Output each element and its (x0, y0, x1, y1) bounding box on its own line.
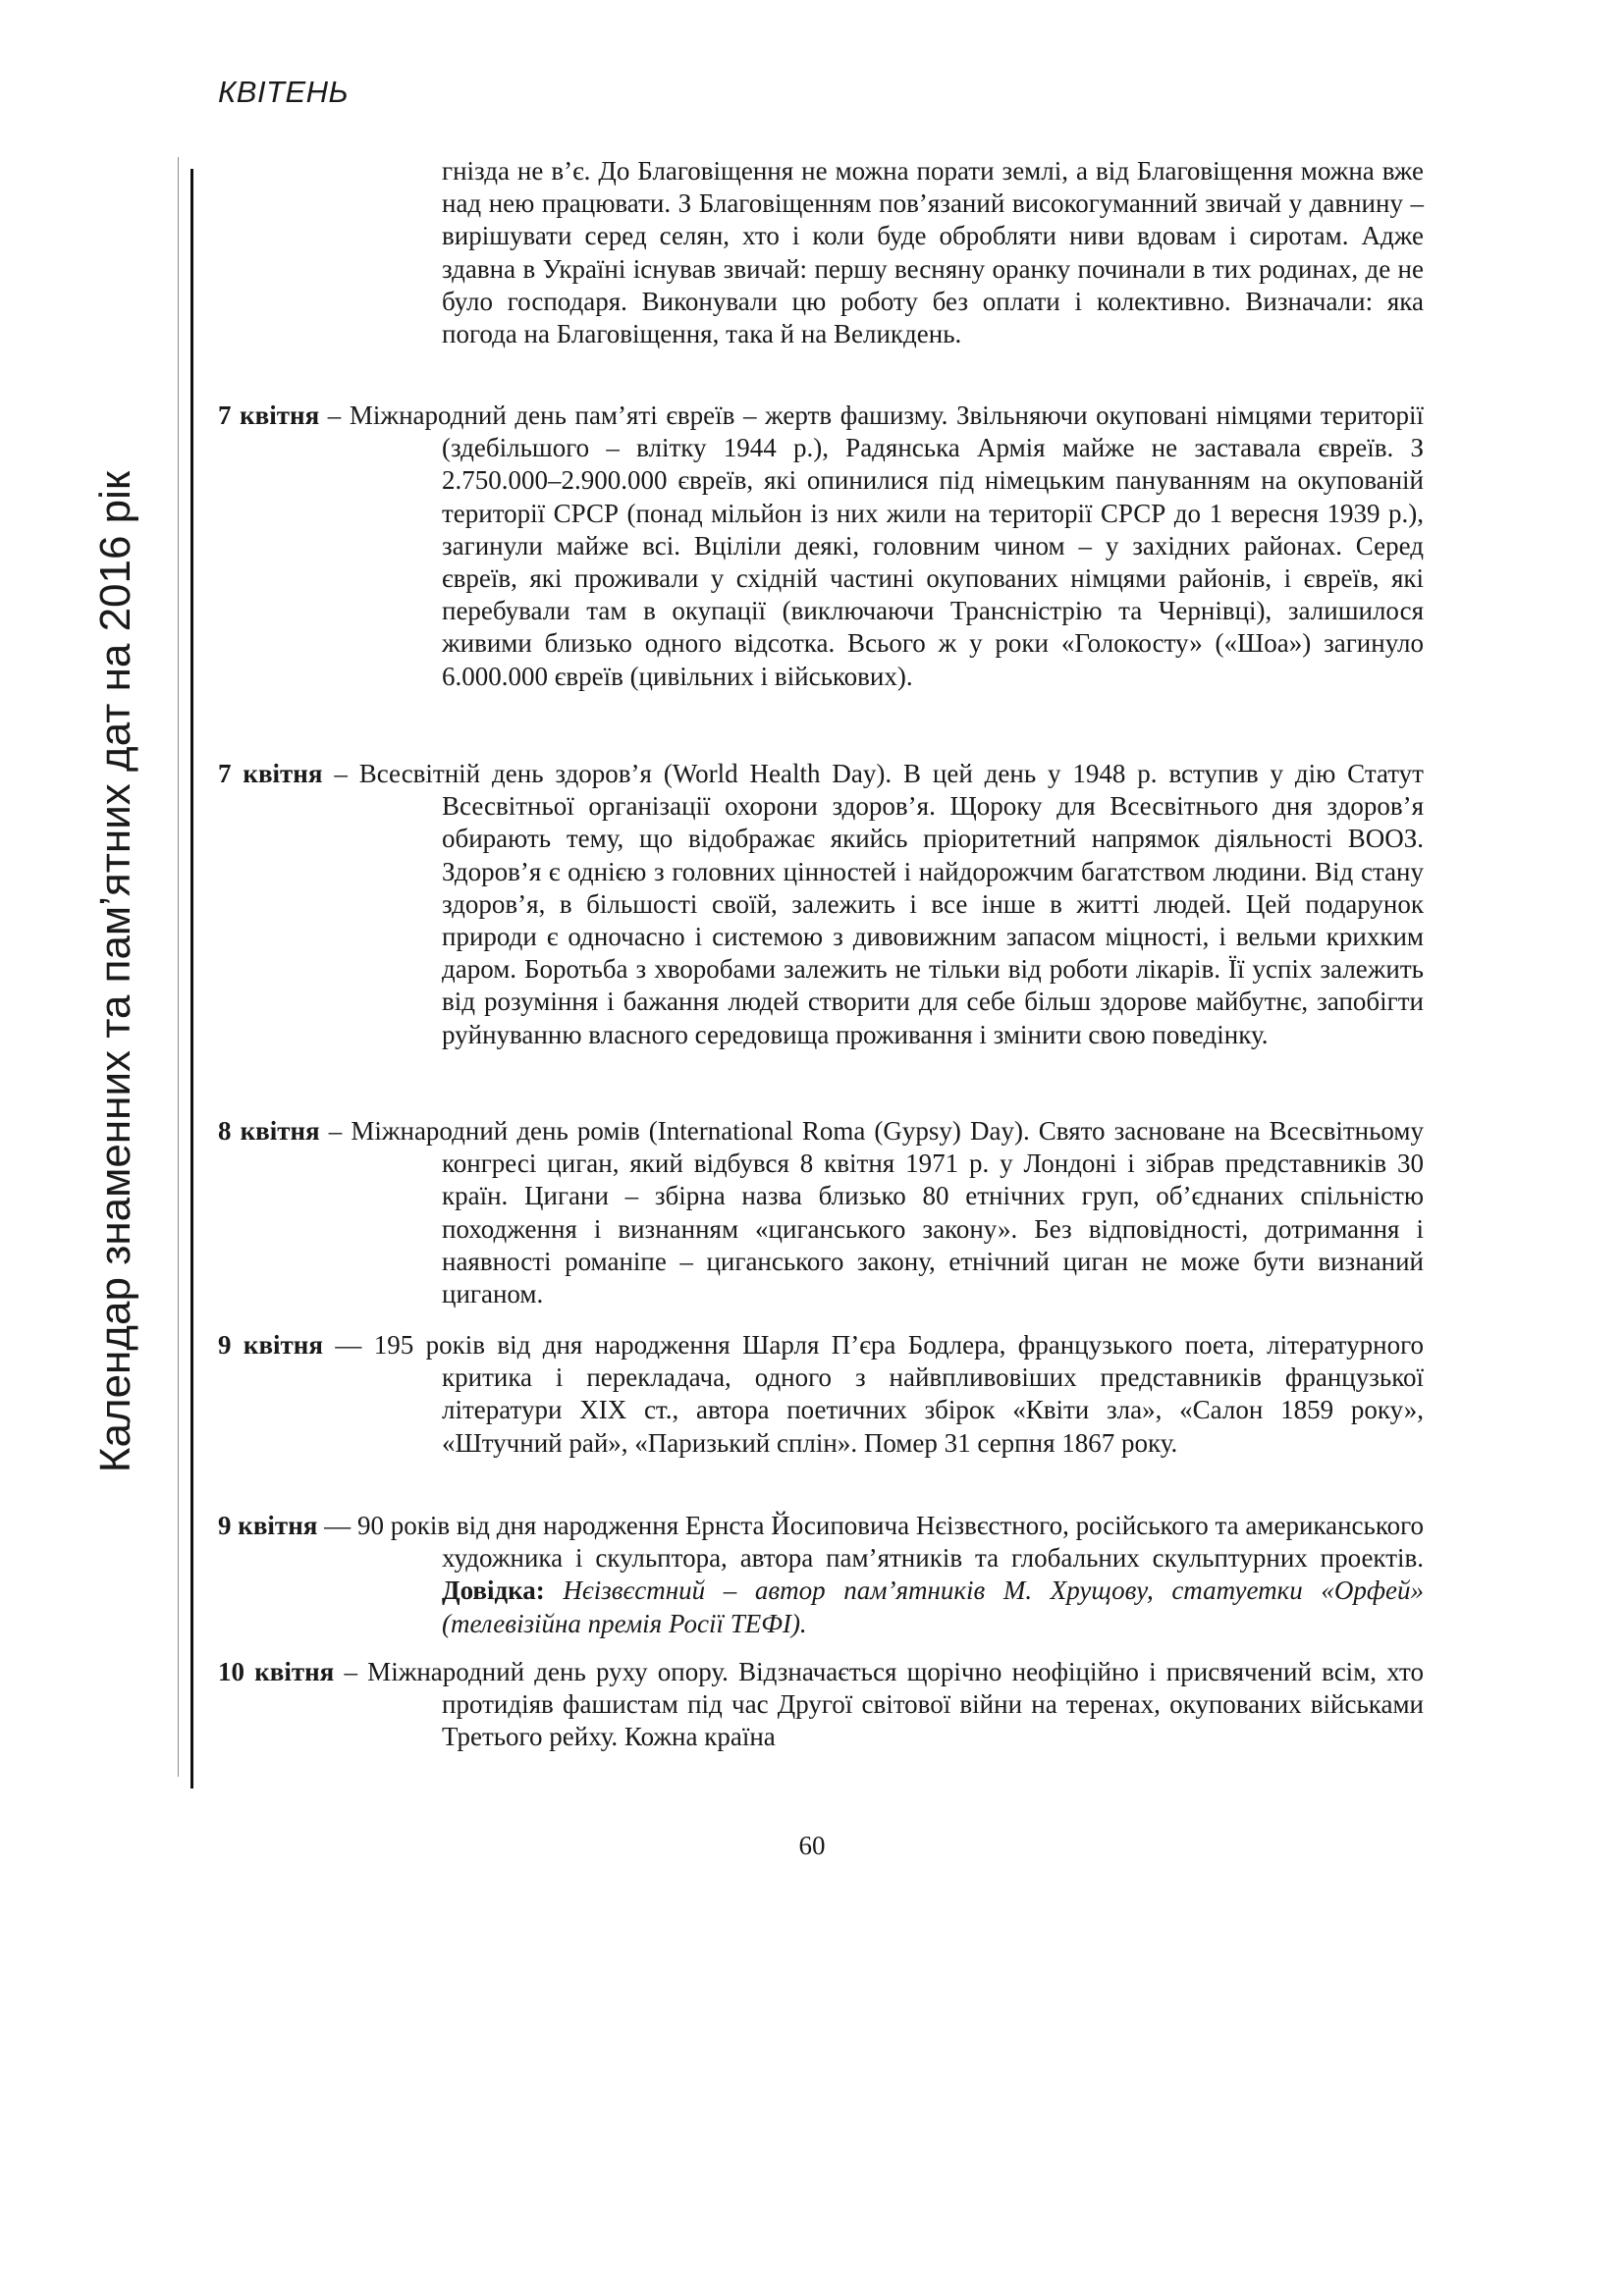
entry-date: 9 квітня (218, 1511, 318, 1540)
entry-date: 10 квітня (218, 1657, 335, 1686)
intro-paragraph: гнізда не в’є. До Благовіщення не можна порати землі, а від Благовіщення можна вже над нею працювати. З Благовіщенням пов’язаний високогуманний звичай у давнину – вирішувати серед селян, хто і коли буде обробляти ниви вдовам і сиротам. Адже здавна в Україні існував звичай: першу весняну оранку починали в тих родинах, де не було господаря. Виконували цю роботу без оплати і колективно. Визначали: яка погода на Благовіщення, така й на Великдень. (442, 156, 1424, 349)
entry-reference-note: Нєізвєстний – автор пам’ятників М. Хрущову, статуетки «Орфей» (телевізійна премія Росії ТЕФІ). (442, 1575, 1424, 1638)
entry-8-april-roma-day (218, 1115, 1424, 1310)
entry-text: – Міжнародний день ромів (International Roma (Gypsy) Day). Свято засноване на Всесвітньому конгресі циган, який відбувся 8 квітня 1971 р. у Лондоні і зібрав представників 30 країн. Цигани – збірна назва близько 80 етнічних груп, об’єднаних спільністю походження і визнанням «циганського закону». Без відповідності, дотримання і наявності романіпе – циганського закону, етнічний циган не може бути визнаний циганом. (319, 1116, 1424, 1309)
entry-text: — 90 років від дня народження Ернста Йосиповича Нєізвєстного, російського та американського художника і скульптора, автора пам’ятників та глобальних скульптурних проектів. (317, 1511, 1424, 1574)
entry-date: 7 квітня (218, 759, 323, 788)
sidebar-vertical-title: Календар знаменних та пам’ятних дат на 2016 рік (91, 470, 139, 1473)
entry-7-april-holocaust (218, 400, 1424, 693)
entry-reference-label: Довідка: (442, 1575, 545, 1606)
entry-9-april-neizvestny (218, 1510, 1424, 1640)
entry-text: – Міжнародний день руху опору. Відзначається щорічно неофіційно і присвячений всім, хто протидіяв фашистам під час Другої світової війни на теренах, окупованих військами Третього рейху. Кожна країна (334, 1657, 1424, 1752)
page-number: 60 (798, 1831, 826, 1860)
entry-text: – Всесвітній день здоров’я (World Health Day). В цей день у 1948 р. вступив у дію Статут Всесвітньої організації охорони здоров’я. Щороку для Всесвітнього дня здоров’я обирають тему, що відображає якийсь пріоритетний напрямок діяльності ВООЗ. Здоров’я є однією з головних цінностей і найдорожчим багатством людини. Від стану здоров’я, в більшості своїй, залежить і все інше в житті людей. Цей подарунок природи є одночасно і системою з дивовижним запасом міцності, і вельми крихким даром. Боротьба з хворобами залежить не тільки від роботи лікарів. Її успіх залежить від розуміння і бажання людей створити для себе більш здорове майбутнє, запобігти руйнуванню власного середовища проживання і змінити свою поведінку. (322, 759, 1424, 1049)
margin-rule-thin (178, 157, 179, 1777)
entry-text: — 195 років від дня народження Шарля П’єра Бодлера, французького поета, літературного критика і перекладача, одного з найвпливовіших представників французької літератури XIX ст., автора поетичних збірок «Квіти зла», «Салон 1859 року», «Штучний рай», «Паризький сплін». Помер 31 серпня 1867 року. (322, 1330, 1424, 1458)
margin-rule-thick (190, 169, 193, 1789)
entry-date: 7 квітня (218, 400, 320, 430)
entry-date: 8 квітня (218, 1116, 320, 1146)
entry-date: 9 квітня (218, 1330, 323, 1360)
entry-9-april-baudelaire (218, 1329, 1424, 1460)
entry-text: – Міжнародний день пам’яті євреїв – жертв фашизму. Звільняючи окуповані німцями території (здебільшого – влітку 1944 р.), Радянська Армія майже не заставала євреїв. З 2.750.000–2.900.000 євреїв, які опинилися під німецьким пануванням на окупованій території СРСР (понад мільйон із них жили на території СРСР до 1 вересня 1939 р.), загинули майже всі. Вціліли деякі, головним чином – у західних районах. Серед євреїв, які проживали у східній частині окупованих німцями районів, і євреїв, які перебували там в окупації (виключаючи Трансністрію та Чернівці), залишилося живими близько одного відсотка. Всього ж у роки «Голокосту» («Шоа») загинуло 6.000.000 євреїв (цивільних і військових). (319, 400, 1425, 691)
entry-10-april-resistance-day (218, 1656, 1424, 1754)
entry-7-april-health-day (218, 758, 1424, 1051)
page-header-month: КВІТЕНЬ (218, 75, 350, 109)
